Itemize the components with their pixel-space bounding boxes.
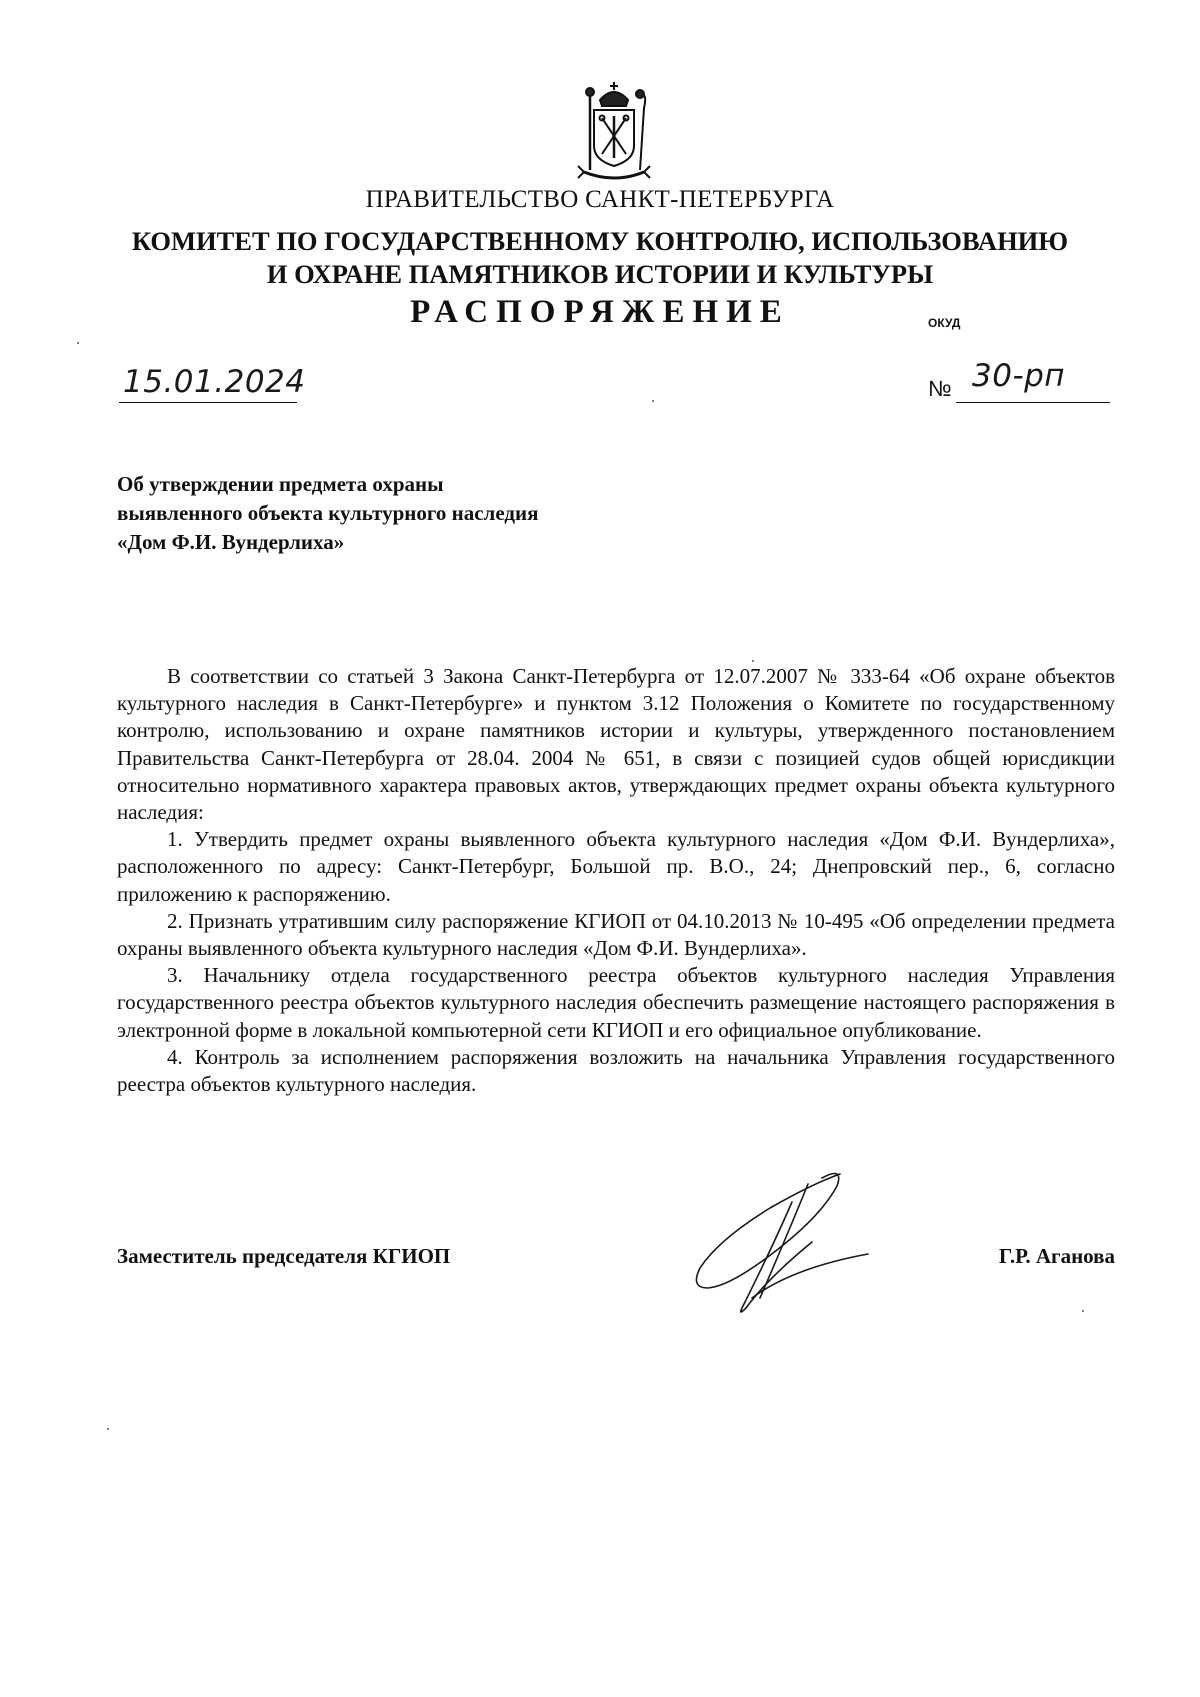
committee-name: [0, 225, 1200, 291]
committee-name-line-2: И ОХРАНЕ ПАМЯТНИКОВ ИСТОРИИ И КУЛЬТУРЫ: [266, 259, 934, 289]
scan-speck: [1082, 1310, 1084, 1312]
okud-label: ОКУД: [928, 316, 961, 330]
signer-title: Заместитель председателя КГИОП: [117, 1244, 451, 1268]
document-body: [117, 663, 1115, 1098]
handwritten-signature: [672, 1158, 892, 1323]
document-date: [119, 362, 306, 403]
coat-of-arms-icon: [570, 80, 658, 182]
number-sign: №: [928, 376, 952, 401]
order-item-4: 4. Контроль за исполнением распоряжения возложить на начальника Управления государственного реестра объектов культурного наследия.: [117, 1044, 1115, 1097]
scan-speck: [752, 660, 754, 662]
scan-speck: [107, 1428, 109, 1430]
number-value: 30-рп: [972, 358, 1066, 394]
order-item-1: 1. Утвердить предмет охраны выявленного объекта культурного наследия «Дом Ф.И. Вундерлиха», расположенного по адресу: Санкт-Петербург, Большой пр. В.О., 24; Днепровский пер., 6, согласно приложению к распоряжению.: [117, 827, 1115, 906]
scan-speck: [652, 400, 654, 402]
preamble-paragraph: В соответствии со статьей 3 Закона Санкт-Петербурга от 12.07.2007 № 333-64 «Об охране объектов культурного наследия в Санкт-Петербурге» и пунктом 3.12 Положения о Комитете по государственному контролю, использованию и охране памятников истории и культуры, утвержденного постановлением Правительства Санкт-Петербурга от 28.04. 2004 № 651, в связи с позицией судов общей юрисдикции относительно нормативного характера правовых актов, утверждающих предмет охраны объекта культурного наследия:: [117, 664, 1115, 825]
subject-line-3: «Дом Ф.И. Вундерлиха»: [117, 530, 345, 554]
signer-name: Г.Р. Аганова: [998, 1244, 1115, 1268]
document-subject: [117, 470, 737, 557]
order-item-3: 3. Начальнику отдела государственного реестра объектов культурного наследия Управления государственного реестра объектов культурного наследия обеспечить размещение настоящего распоряжения в электронной форме в локальной компьютерной сети КГИОП и его официальное опубликование.: [117, 963, 1115, 1042]
committee-name-line-1: КОМИТЕТ ПО ГОСУДАРСТВЕННОМУ КОНТРОЛЮ, ИСПОЛЬЗОВАНИЮ: [131, 226, 1069, 256]
order-item-2: 2. Признать утратившим силу распоряжение КГИОП от 04.10.2013 № 10-495 «Об определении предмета охраны выявленного объекта культурного наследия «Дом Ф.И. Вундерлиха».: [117, 908, 1115, 961]
subject-line-2: выявленного объекта культурного наследия: [117, 501, 539, 525]
scan-speck: [77, 342, 79, 344]
subject-line-1: Об утверждении предмета охраны: [117, 472, 444, 496]
document-number: [928, 358, 1110, 404]
document-type: РАСПОРЯЖЕНИЕ: [410, 294, 790, 330]
government-name: ПРАВИТЕЛЬСТВО САНКТ-ПЕТЕРБУРГА: [365, 186, 835, 213]
date-value: 15.01.2024: [123, 364, 306, 400]
number-underline: [956, 402, 1110, 403]
